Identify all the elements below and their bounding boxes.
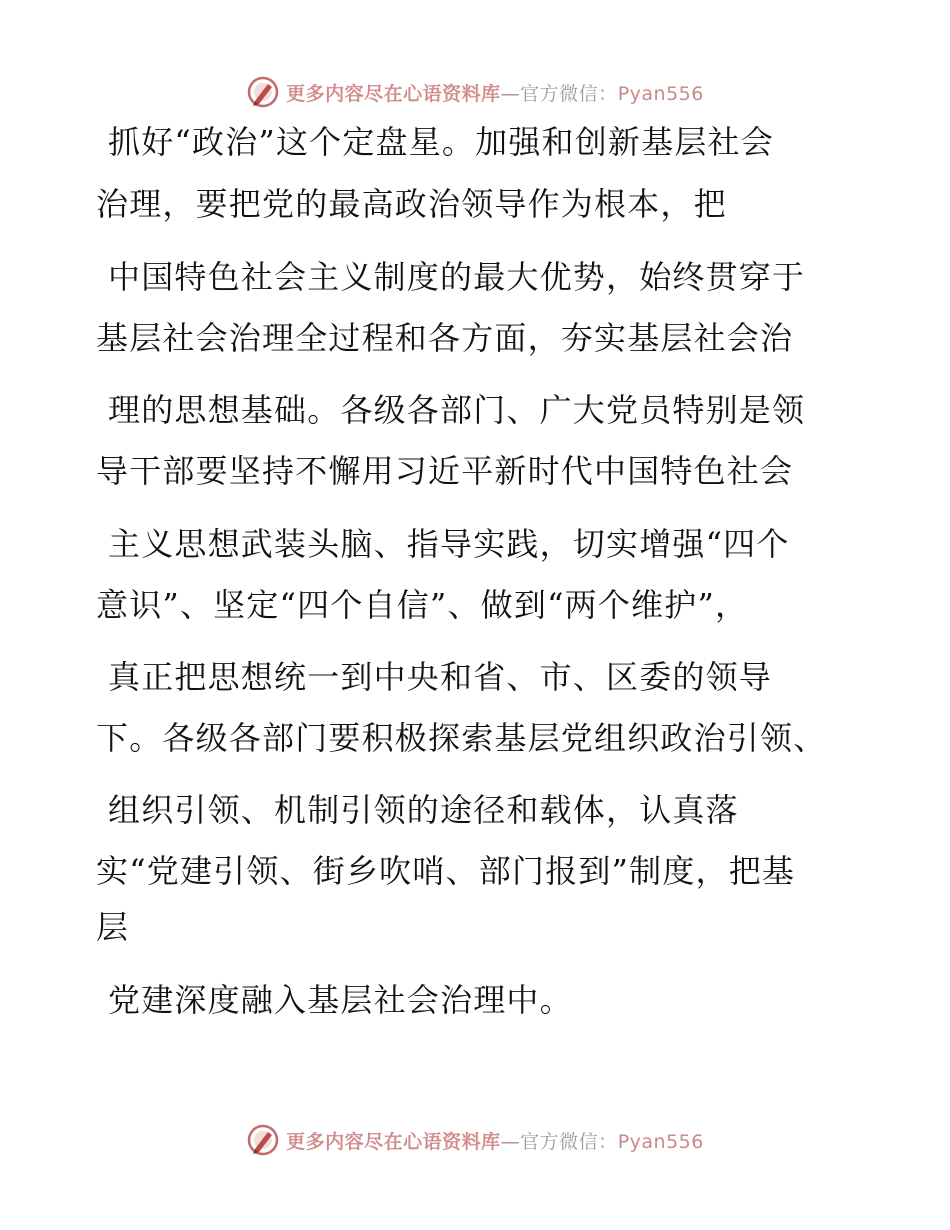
text-line-2: 治理，要把党的最高政治领导作为根本，把 [96,185,727,223]
text-line-7: 主义思想武装头脑、指导实践，切实增强“四个 [108,525,790,563]
text-line-12: 实“党建引领、街乡吹哨、部门报到”制度，把基 [96,852,796,890]
text-line-6: 导干部要坚持不懈用习近平新时代中国特色社会 [96,452,794,490]
watermark-dash: — [500,1130,521,1153]
watermark-main-text: 更多内容尽在心语资料库 [286,82,501,105]
watermark-wechat-id: Pyan556 [617,82,704,105]
pen-logo-icon [246,75,280,109]
watermark-dash: — [500,82,521,105]
text-line-1: 抓好“政治”这个定盘星。加强和创新基层社会 [108,123,774,161]
text-line-3: 中国特色社会主义制度的最大优势，始终贯穿于 [108,258,806,296]
watermark-text [286,79,704,106]
watermark-official-label: 官方微信： [520,1130,618,1153]
pen-logo-icon [246,1123,280,1157]
watermark-text [286,1127,704,1154]
text-line-13: 层 [96,908,130,946]
header-watermark [0,70,950,114]
text-line-5: 理的思想基础。各级各部门、广大党员特别是领 [108,391,806,429]
watermark-main-text: 更多内容尽在心语资料库 [286,1130,501,1153]
watermark-official-label: 官方微信： [520,82,618,105]
footer-watermark [0,1118,950,1162]
watermark-wechat-id: Pyan556 [617,1130,704,1153]
text-line-11: 组织引领、机制引领的途径和载体，认真落 [108,791,739,829]
text-line-8: 意识”、坚定“四个自信”、做到“两个维护”， [96,586,749,624]
text-line-9: 真正把思想统一到中央和省、市、区委的领导 [108,658,773,696]
text-line-14: 党建深度融入基层社会治理中。 [108,981,573,1019]
text-line-4: 基层社会治理全过程和各方面，夯实基层社会治 [96,319,794,357]
text-line-10: 下。各级各部门要积极探索基层党组织政治引领、 [96,719,827,757]
